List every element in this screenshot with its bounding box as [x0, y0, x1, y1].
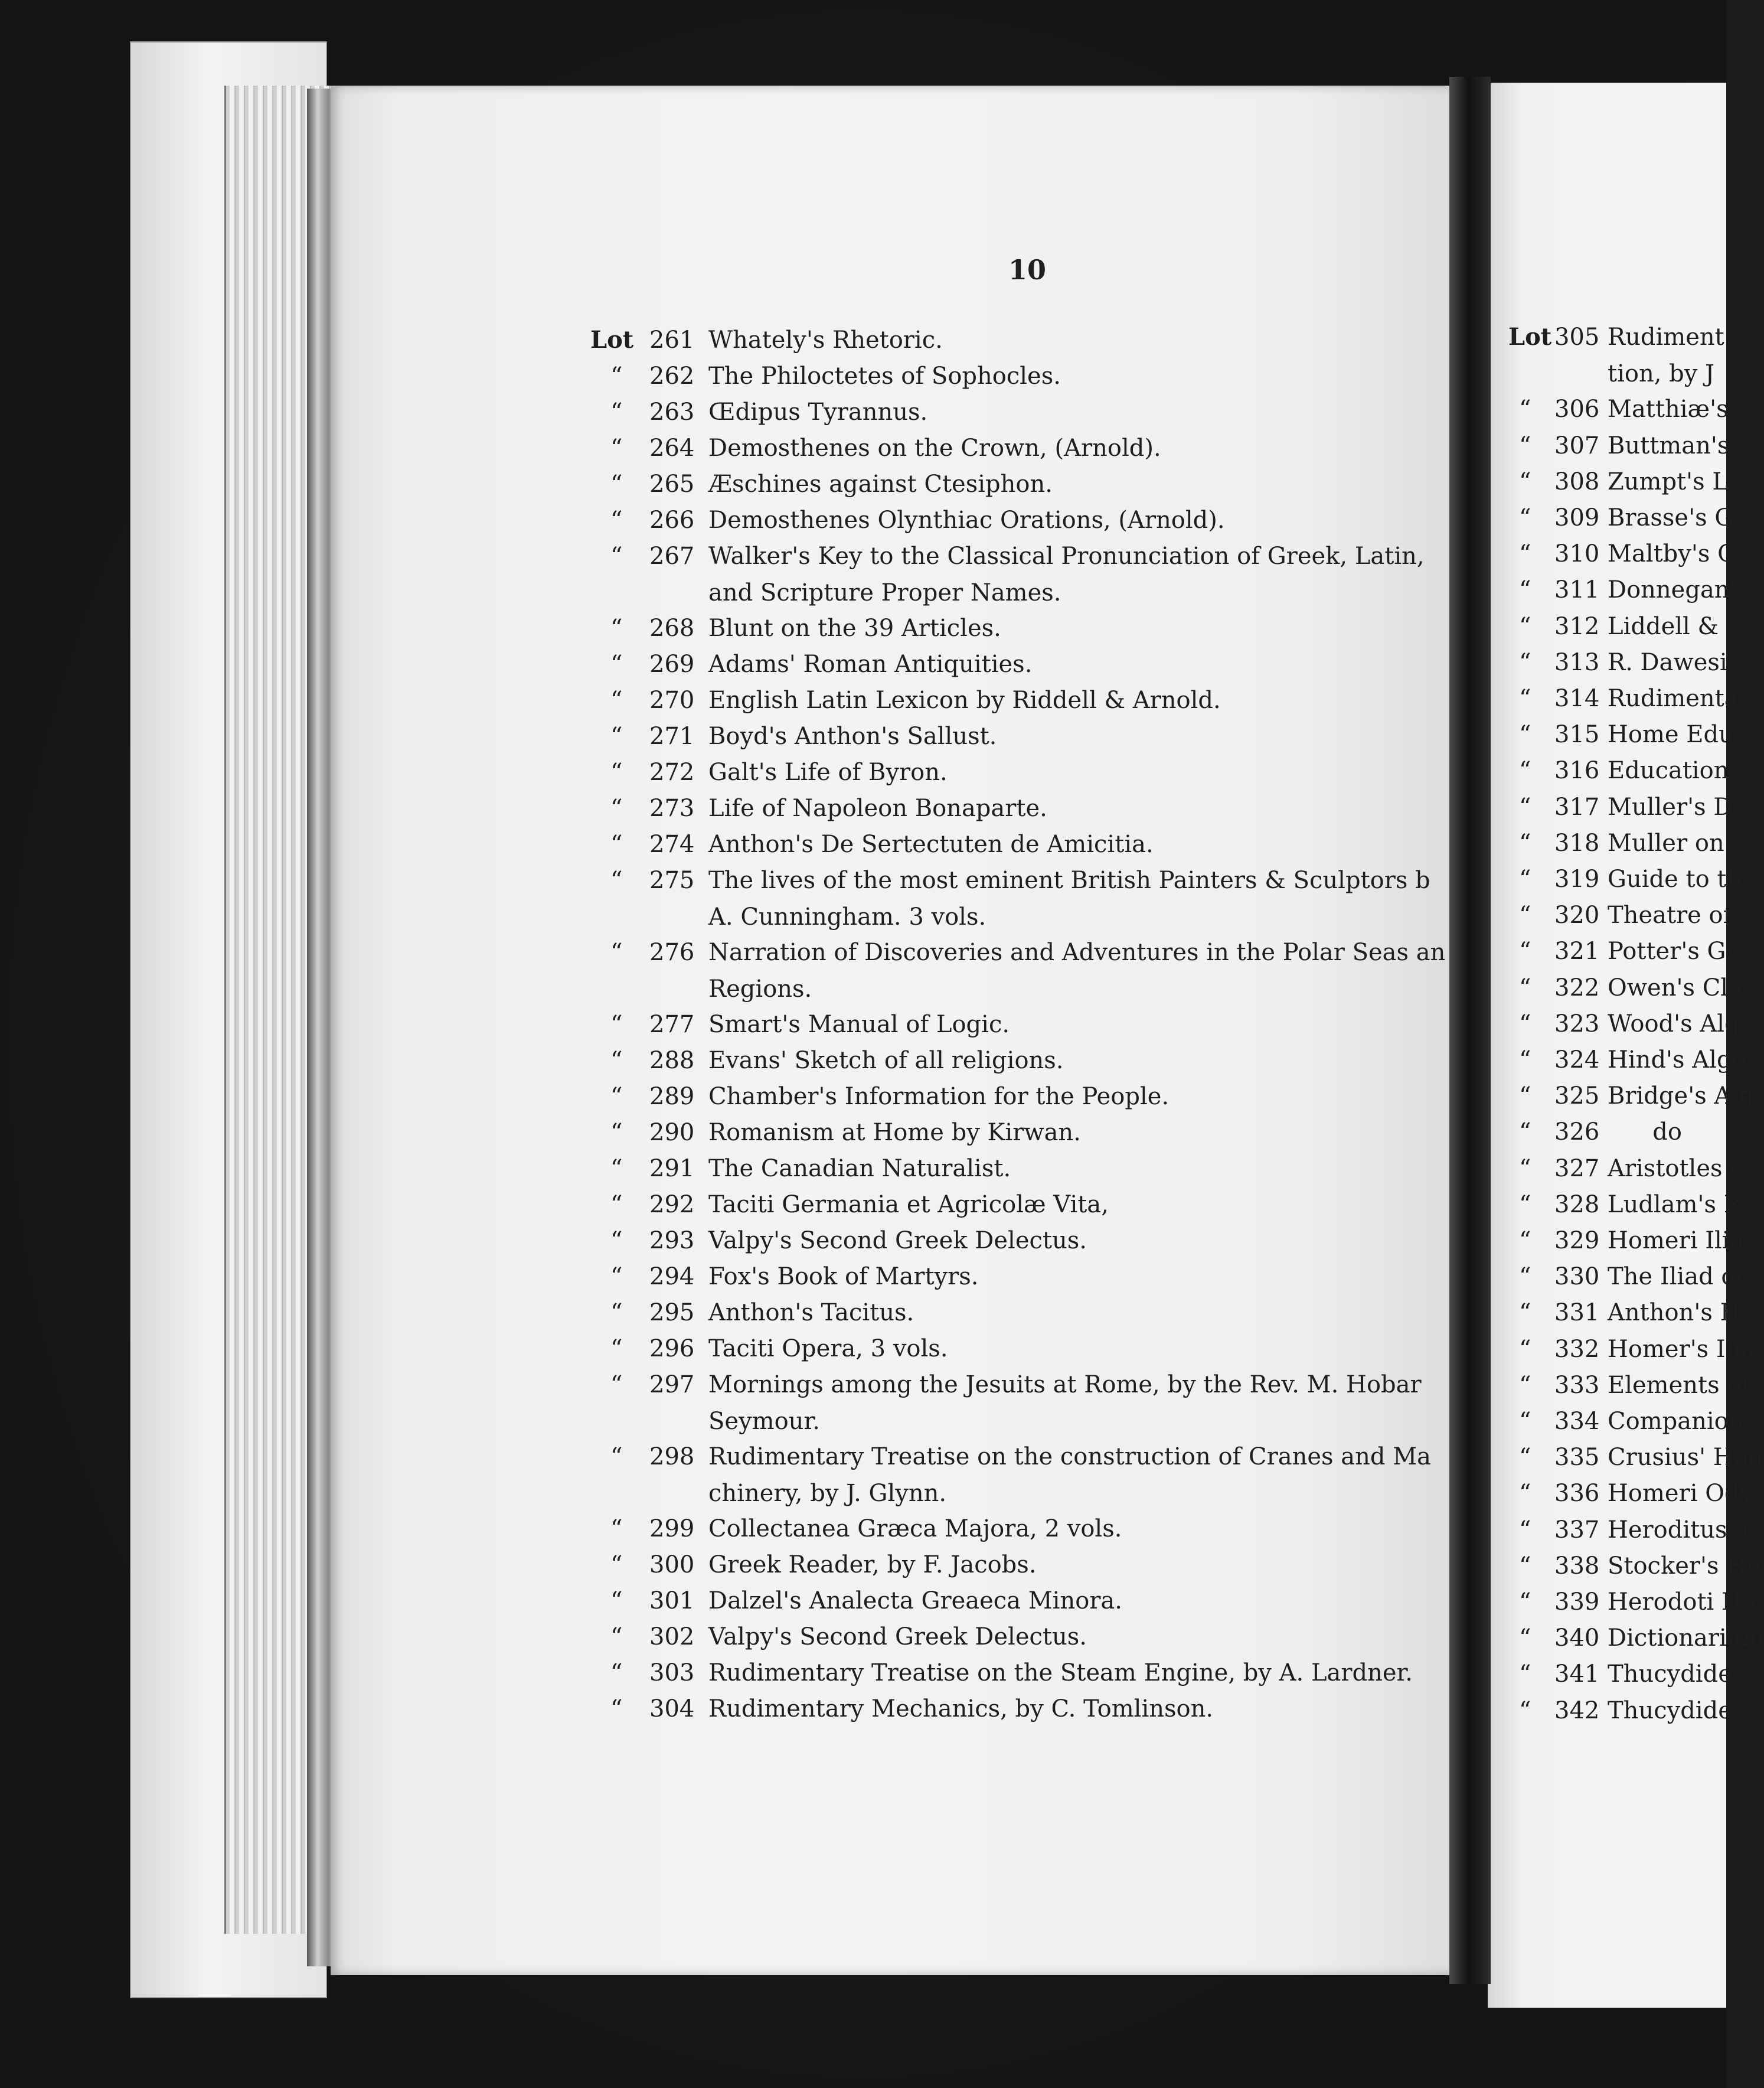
lot-prefix: “: [1519, 540, 1531, 568]
lot-prefix: “: [610, 1047, 623, 1074]
lot-prefix: “: [610, 1623, 623, 1650]
lot-prefix: “: [610, 1659, 623, 1686]
lot-number: 313: [1554, 648, 1600, 676]
lot-title: Rudimentary Mechanics, by C. Tomlinson.: [708, 1695, 1214, 1722]
lot-entry: [1508, 1114, 1726, 1150]
lot-title: Rudimenta: [1608, 685, 1739, 712]
lot-number: 268: [649, 615, 695, 642]
lot-title: Boyd's Anthon's Sallust.: [708, 723, 997, 750]
lot-entry: [1508, 716, 1734, 753]
lot-title: Valpy's Second Greek Delectus.: [708, 1623, 1087, 1650]
lot-number: 338: [1554, 1552, 1600, 1580]
lot-number: 339: [1554, 1588, 1600, 1616]
lot-title: Wood's Alg: [1608, 1010, 1740, 1038]
lot-prefix: “: [610, 1011, 623, 1038]
lot-entry: [1508, 1294, 1741, 1331]
lot-prefix: “: [610, 1263, 623, 1290]
lot-number: 277: [649, 1011, 695, 1038]
lot-entry: [1508, 391, 1729, 428]
lot-number: 274: [649, 831, 695, 858]
lot-title: Heroditus, (: [1608, 1516, 1752, 1544]
lot-prefix: “: [610, 795, 623, 822]
lot-entry: [1508, 1078, 1754, 1114]
lot-number: 327: [1554, 1154, 1600, 1182]
lot-prefix: “: [610, 651, 623, 678]
lot-entry: [1508, 1656, 1752, 1692]
lot-title: Taciti Germania et Agricolæ Vita,: [708, 1191, 1109, 1218]
lot-entry: [1508, 319, 1726, 391]
lot-entry: [1508, 608, 1726, 645]
lot-number: 333: [1554, 1371, 1600, 1399]
lot-number: 329: [1554, 1227, 1600, 1254]
lot-entry: [1508, 1692, 1752, 1729]
lot-prefix: “: [610, 363, 623, 390]
lot-entry: [1508, 428, 1730, 464]
lot-entry: [590, 430, 1452, 466]
lot-prefix: “: [610, 435, 623, 462]
lot-number: 290: [649, 1119, 695, 1146]
lot-prefix: “: [1519, 1408, 1531, 1435]
lot-title-continuation: chinery, by J. Glynn.: [708, 1480, 947, 1507]
lot-title: Matthiæ's: [1608, 396, 1729, 423]
lot-number: 312: [1554, 612, 1600, 640]
lot-prefix: “: [1519, 721, 1531, 749]
lot-number: 292: [649, 1191, 695, 1218]
lot-entry: [1508, 1150, 1759, 1187]
lot-title: Owen's Cla: [1608, 974, 1742, 1001]
lot-prefix: “: [610, 471, 623, 498]
lot-prefix: “: [610, 1227, 623, 1254]
lot-prefix: “: [1519, 1190, 1531, 1218]
lot-title: The Philoctetes of Sophocles.: [708, 363, 1061, 390]
lot-number: 304: [649, 1695, 695, 1722]
lot-number: 317: [1554, 793, 1600, 821]
page-number: 10: [1008, 254, 1046, 286]
lot-prefix: “: [1519, 829, 1531, 857]
lot-number: 267: [649, 543, 695, 570]
lot-title: Whately's Rhetoric.: [708, 327, 943, 354]
lot-prefix: “: [1519, 1227, 1531, 1254]
lot-number: 262: [649, 363, 695, 390]
lot-title: The Iliad of: [1608, 1263, 1745, 1291]
lot-prefix: “: [1519, 612, 1531, 640]
lot-prefix: “: [1519, 576, 1531, 604]
lot-title: Homeri Ody: [1608, 1480, 1753, 1508]
lot-title: Demosthenes on the Crown, (Arnold).: [708, 435, 1161, 462]
lot-number: 275: [649, 867, 695, 894]
lot-title: Zumpt's L: [1608, 468, 1728, 495]
lot-title: Crusius' Hon: [1608, 1444, 1763, 1472]
lot-number: 273: [649, 795, 695, 822]
lot-number: 314: [1554, 685, 1600, 712]
lot-prefix: “: [610, 1083, 623, 1110]
lot-number: 266: [649, 507, 695, 534]
lot-entry: [590, 1042, 1452, 1079]
lot-title: Adams' Roman Antiquities.: [708, 651, 1033, 678]
lot-number: 301: [649, 1587, 695, 1614]
lot-prefix: “: [1519, 938, 1531, 965]
lot-entry: [590, 1619, 1452, 1655]
lot-title: Rudiment: [1608, 324, 1724, 351]
lot-title: Bridge's Alg: [1608, 1082, 1754, 1110]
lot-title: Dictionarium: [1608, 1624, 1764, 1652]
lot-number: 303: [649, 1659, 695, 1686]
lot-title: Homer's Ilia: [1608, 1335, 1755, 1363]
lot-prefix: “: [610, 1443, 623, 1470]
lot-title: Theatre of: [1608, 902, 1732, 929]
lot-number: 342: [1554, 1696, 1600, 1724]
lot-entry: [1508, 1042, 1746, 1078]
lot-prefix: “: [1519, 1588, 1531, 1616]
lot-prefix: “: [1519, 1480, 1531, 1508]
lot-number: 289: [649, 1083, 695, 1110]
lot-title: Hind's Alge: [1608, 1046, 1746, 1074]
lot-prefix: “: [1519, 866, 1531, 893]
lot-prefix: “: [610, 543, 623, 570]
lot-entry: [590, 1258, 1452, 1295]
lot-prefix: “: [1519, 468, 1531, 495]
lot-title-continuation: Seymour.: [708, 1408, 820, 1435]
lot-entry: [1508, 1331, 1755, 1368]
lot-title: Narration of Discoveries and Adventures in the Polar Seas an: [708, 939, 1446, 966]
lot-title: Chamber's Information for the People.: [708, 1083, 1170, 1110]
lot-prefix: “: [610, 1335, 623, 1362]
lot-entry: [590, 646, 1452, 683]
lot-number: 294: [649, 1263, 695, 1290]
lot-number: 334: [1554, 1408, 1600, 1435]
lot-number: 337: [1554, 1516, 1600, 1544]
lot-prefix: “: [1519, 1263, 1531, 1291]
lot-entry: [1508, 1367, 1750, 1404]
lot-title: Æschines against Ctesiphon.: [708, 471, 1053, 498]
lot-title: Mornings among the Jesuits at Rome, by the Rev. M. Hobar: [708, 1371, 1422, 1398]
lot-prefix: “: [1519, 1624, 1531, 1652]
lot-title: Ludlam's R: [1608, 1190, 1742, 1218]
lot-title: Demosthenes Olynthiac Orations, (Arnold).: [708, 507, 1225, 534]
lot-entry: [1508, 789, 1733, 826]
lot-prefix: “: [1519, 1118, 1531, 1146]
lot-prefix: “: [1519, 685, 1531, 712]
lot-title: Rudimentary Treatise on the Steam Engine, by A. Lardner.: [708, 1659, 1413, 1686]
lot-number: 341: [1554, 1660, 1600, 1688]
lot-title: Walker's Key to the Classical Pronunciation of Greek, Latin,: [708, 543, 1425, 570]
lot-entry: [1508, 1512, 1752, 1548]
lot-prefix: “: [610, 615, 623, 642]
lot-entry: [1508, 464, 1726, 500]
lot-entry: [1508, 933, 1737, 970]
lot-entry: [1508, 1006, 1740, 1042]
lot-entry: [1508, 1475, 1753, 1512]
lot-prefix: “: [1519, 432, 1531, 459]
lot-prefix: “: [610, 1695, 623, 1722]
lot-entry: [1508, 970, 1742, 1006]
lot-title: Thucydides,: [1608, 1660, 1752, 1688]
lot-prefix: “: [610, 1515, 623, 1542]
lot-prefix: “: [1519, 1660, 1531, 1688]
lot-prefix: “: [1519, 1154, 1531, 1182]
lot-prefix: “: [610, 399, 623, 426]
lot-title: English Latin Lexicon by Riddell & Arnold.: [708, 687, 1221, 714]
lot-entry: [590, 502, 1452, 539]
lot-entry: [1508, 572, 1736, 608]
lot-entry: [590, 610, 1452, 647]
lot-number: 291: [649, 1155, 695, 1182]
lot-title: Donnegan': [1608, 576, 1736, 604]
lot-title: Rudimentary Treatise on the construction of Cranes and Ma: [708, 1443, 1432, 1470]
lot-number: 323: [1554, 1010, 1600, 1038]
lot-prefix: “: [1519, 1444, 1531, 1472]
lot-entry: [590, 358, 1452, 394]
lot-number: 296: [649, 1335, 695, 1362]
lot-number: 319: [1554, 866, 1600, 893]
lot-number: 302: [649, 1623, 695, 1650]
lot-title: Elements of: [1608, 1371, 1750, 1399]
lot-number: 264: [649, 435, 695, 462]
lot-number: 340: [1554, 1624, 1600, 1652]
lot-title: Muller on: [1608, 829, 1724, 857]
lot-title: Stocker's He: [1608, 1552, 1761, 1580]
lot-entry: [590, 1366, 1452, 1438]
lot-number: 321: [1554, 938, 1600, 965]
lot-number: 271: [649, 723, 695, 750]
lot-prefix: “: [1519, 757, 1531, 785]
lot-entry: [590, 1114, 1452, 1151]
lot-entry: [590, 466, 1452, 503]
lot-title: Anthon's Tacitus.: [708, 1299, 914, 1326]
lot-entry: [590, 1186, 1452, 1223]
lot-entry: [590, 538, 1452, 610]
lot-title: Evans' Sketch of all religions.: [708, 1047, 1064, 1074]
lot-number: 336: [1554, 1480, 1600, 1508]
lot-prefix: Lot: [1508, 323, 1552, 351]
lot-number: 305: [1554, 324, 1600, 351]
lot-title: Anthon's H: [1608, 1299, 1741, 1327]
lot-entry: [590, 790, 1452, 827]
lot-title: Galt's Life of Byron.: [708, 759, 948, 786]
lot-entry: [1508, 1222, 1744, 1259]
lot-prefix: “: [610, 867, 623, 894]
lot-title-continuation: A. Cunningham. 3 vols.: [708, 903, 986, 931]
lot-entry: [1508, 861, 1742, 898]
lot-prefix: “: [610, 1299, 623, 1326]
lot-title: Homeri Ilia: [1608, 1227, 1744, 1254]
lot-prefix: “: [1519, 1046, 1531, 1074]
lot-number: 300: [649, 1551, 695, 1578]
lot-prefix: “: [610, 1119, 623, 1146]
lot-entry: [1508, 752, 1729, 789]
lot-prefix: “: [1519, 1371, 1531, 1399]
lot-entry: [1508, 1186, 1742, 1223]
lot-title: Life of Napoleon Bonaparte.: [708, 795, 1047, 822]
lot-prefix: “: [1519, 1552, 1531, 1580]
lot-prefix: Lot: [590, 326, 634, 354]
lot-entry: [1508, 1439, 1763, 1476]
lot-number: 316: [1554, 757, 1600, 785]
lot-number: 332: [1554, 1335, 1600, 1363]
lot-number: 328: [1554, 1190, 1600, 1218]
lot-prefix: “: [610, 723, 623, 750]
lot-title: Potter's Gr: [1608, 938, 1737, 965]
lot-number: 263: [649, 399, 695, 426]
lot-title: Smart's Manual of Logic.: [708, 1011, 1010, 1038]
lot-entry: [1508, 1620, 1764, 1656]
lot-number: 307: [1554, 432, 1600, 459]
lot-number: 326: [1554, 1118, 1600, 1146]
lot-prefix: “: [610, 1371, 623, 1398]
lot-entry: [590, 1330, 1452, 1367]
lot-number: 265: [649, 471, 695, 498]
lot-prefix: “: [1519, 1516, 1531, 1544]
lot-number: 272: [649, 759, 695, 786]
lot-entry: [1508, 1403, 1744, 1440]
lot-entry: [590, 826, 1452, 863]
lot-title: Romanism at Home by Kirwan.: [708, 1119, 1081, 1146]
lot-entry: [1508, 1584, 1756, 1620]
lot-number: 298: [649, 1443, 695, 1470]
lot-title: Herodoti Ha: [1608, 1588, 1756, 1616]
lot-number: 335: [1554, 1444, 1600, 1472]
lot-entry: [590, 934, 1452, 1006]
lot-prefix: “: [610, 507, 623, 534]
lot-title: Thucydides,: [1608, 1696, 1752, 1724]
lot-number: 322: [1554, 974, 1600, 1001]
lot-entry: [590, 1438, 1452, 1510]
lot-number: 270: [649, 687, 695, 714]
lot-prefix: “: [1519, 793, 1531, 821]
lot-entry: [590, 862, 1452, 934]
lot-prefix: “: [610, 759, 623, 786]
lot-number: 293: [649, 1227, 695, 1254]
lot-entry: [590, 1547, 1452, 1583]
lot-number: 309: [1554, 504, 1600, 531]
lot-prefix: “: [610, 1551, 623, 1578]
lot-prefix: “: [610, 939, 623, 966]
lot-entry: [590, 322, 1452, 358]
lot-title: Maltby's G: [1608, 540, 1737, 568]
lot-title: Anthon's De Sertectuten de Amicitia.: [708, 831, 1154, 858]
lot-entry: [1508, 500, 1734, 536]
lot-title: Fox's Book of Martyrs.: [708, 1263, 979, 1290]
lot-title: Liddell &: [1608, 612, 1719, 640]
lot-entry: [1508, 897, 1732, 934]
lot-title-continuation: Regions.: [708, 976, 812, 1003]
lot-prefix: “: [1519, 648, 1531, 676]
lot-number: 325: [1554, 1082, 1600, 1110]
lot-title: Œdipus Tyrannus.: [708, 399, 928, 426]
lot-prefix: “: [1519, 1335, 1531, 1363]
lot-title: Greek Reader, by F. Jacobs.: [708, 1551, 1037, 1578]
lot-entry: [1508, 1258, 1745, 1295]
lot-title: Blunt on the 39 Articles.: [708, 615, 1001, 642]
lot-number: 288: [649, 1047, 695, 1074]
lot-title: R. Dawesi: [1608, 648, 1727, 676]
lot-number: 306: [1554, 396, 1600, 423]
lot-entry: [590, 1691, 1452, 1727]
lot-entry: [590, 1222, 1452, 1259]
lot-entry: [1508, 680, 1739, 717]
lot-title: The Canadian Naturalist.: [708, 1155, 1011, 1182]
lot-prefix: “: [1519, 396, 1531, 423]
lot-prefix: “: [1519, 504, 1531, 531]
lot-number: 318: [1554, 829, 1600, 857]
lot-entry: [590, 394, 1452, 430]
lot-title: Home Edu: [1608, 721, 1734, 749]
lot-prefix: “: [610, 1191, 623, 1218]
lot-prefix: “: [610, 1155, 623, 1182]
lot-title: Aristotles de: [1608, 1154, 1759, 1182]
lot-number: 269: [649, 651, 695, 678]
lot-title-continuation: tion, by J: [1608, 360, 1715, 387]
lot-entry: [590, 1294, 1452, 1331]
lot-prefix: “: [1519, 974, 1531, 1001]
lot-entry: [1508, 644, 1726, 681]
lot-entry: [590, 1150, 1452, 1187]
lot-prefix: “: [610, 1587, 623, 1614]
lot-prefix: “: [610, 687, 623, 714]
lot-number: 311: [1554, 576, 1600, 604]
lot-title: Education: [1608, 757, 1729, 785]
lot-title: Taciti Opera, 3 vols.: [708, 1335, 948, 1362]
lot-title: Muller's D: [1608, 793, 1733, 821]
lot-title: Buttman's: [1608, 432, 1730, 459]
lot-entry: [590, 1078, 1452, 1115]
lot-entry: [590, 1006, 1452, 1043]
lot-number: 299: [649, 1515, 695, 1542]
lot-prefix: “: [1519, 1299, 1531, 1327]
lot-number: 297: [649, 1371, 695, 1398]
lot-entry: [590, 1655, 1452, 1691]
lot-title: Collectanea Græca Majora, 2 vols.: [708, 1515, 1122, 1542]
lot-entry: [1508, 536, 1737, 572]
lot-entry: [590, 754, 1452, 791]
lot-number: 324: [1554, 1046, 1600, 1074]
lot-title: Dalzel's Analecta Greaeca Minora.: [708, 1587, 1122, 1614]
lot-number: 276: [649, 939, 695, 966]
lot-number: 261: [649, 327, 695, 354]
lot-entry: [590, 682, 1452, 719]
lot-number: 320: [1554, 902, 1600, 929]
lot-prefix: “: [1519, 1696, 1531, 1724]
lot-entry: [590, 718, 1452, 755]
lot-number: 295: [649, 1299, 695, 1326]
lot-title: The lives of the most eminent British Painters & Sculptors b: [708, 867, 1430, 894]
lot-entry: [590, 1583, 1452, 1619]
lot-number: 315: [1554, 721, 1600, 749]
lot-number: 330: [1554, 1263, 1600, 1291]
lot-title-continuation: and Scripture Proper Names.: [708, 579, 1061, 606]
lot-prefix: “: [610, 831, 623, 858]
lot-prefix: “: [1519, 1010, 1531, 1038]
lot-entry: [1508, 825, 1726, 862]
lot-title: do: [1608, 1118, 1682, 1146]
lot-number: 310: [1554, 540, 1600, 568]
lot-prefix: “: [1519, 902, 1531, 929]
lot-title: Companion: [1608, 1408, 1744, 1435]
lot-title: Brasse's G: [1608, 504, 1734, 531]
lot-prefix: “: [1519, 1082, 1531, 1110]
lot-title: Guide to th: [1608, 866, 1742, 893]
lot-entry: [590, 1510, 1452, 1547]
lot-number: 308: [1554, 468, 1600, 495]
lot-number: 331: [1554, 1299, 1600, 1327]
lot-entry: [1508, 1548, 1761, 1584]
lot-title: Valpy's Second Greek Delectus.: [708, 1227, 1087, 1254]
